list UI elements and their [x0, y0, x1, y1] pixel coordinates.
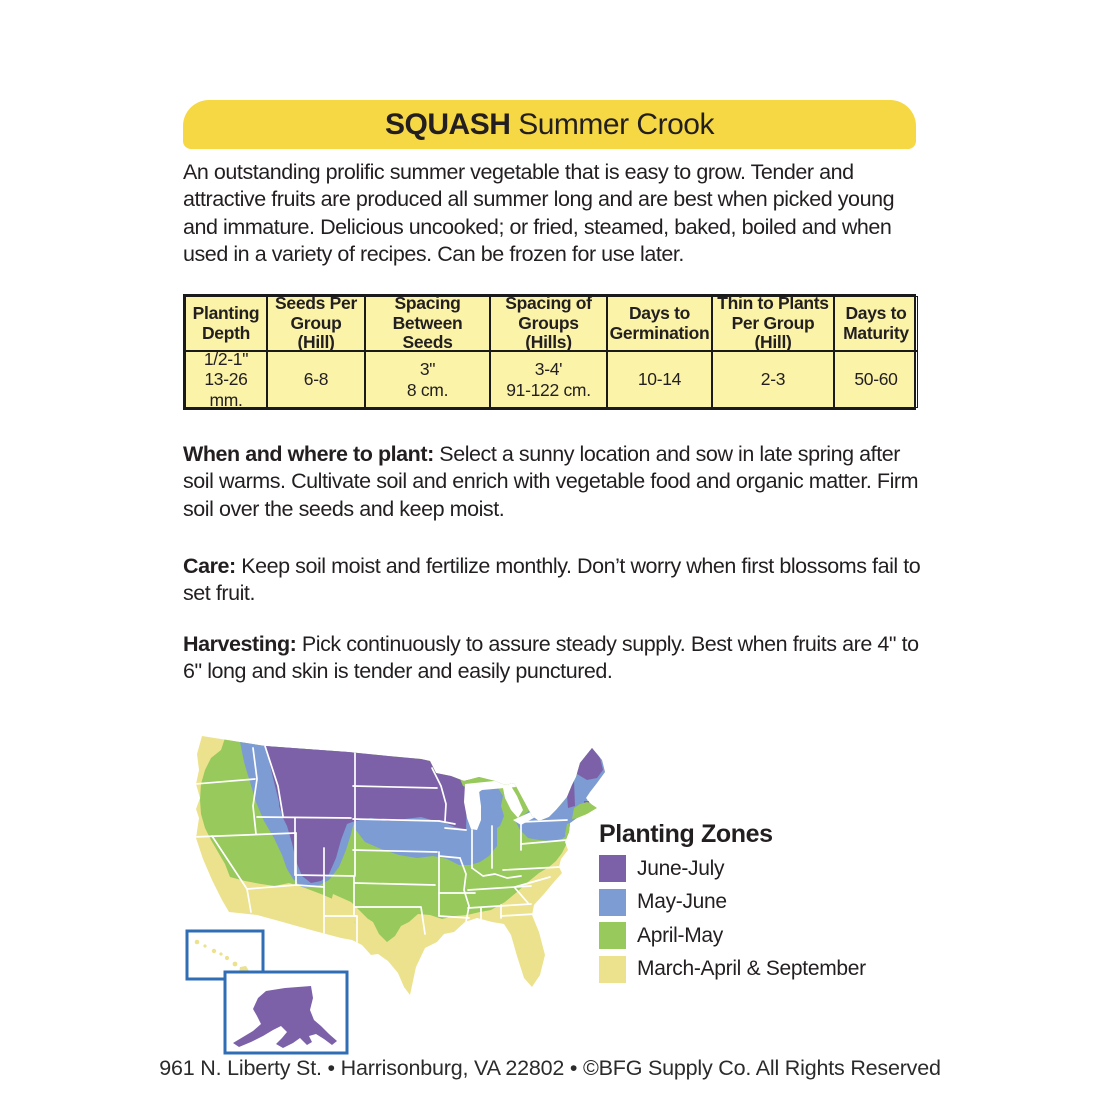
section-care-lead: Care:: [183, 554, 236, 578]
page-title-variety: SQUASH: [385, 107, 511, 141]
table-header-days-to-germination: Days to Germination: [607, 296, 712, 351]
title-bar: [183, 100, 916, 149]
table-header-seeds-per-group: Seeds Per Group (Hill): [267, 296, 365, 351]
table-value-spacing-between-seeds: 3" 8 cm.: [365, 351, 490, 408]
table-value-days-to-maturity: 50-60: [834, 351, 918, 408]
legend-title: Planting Zones: [599, 820, 773, 848]
table-value-seeds-per-group: 6-8: [267, 351, 365, 408]
legend-item-may-june: [599, 889, 899, 916]
legend-swatch-march-april-september: [599, 956, 626, 983]
table-header-spacing-between-seeds: Spacing Between Seeds: [365, 296, 490, 351]
section-when-and-where: [183, 441, 925, 523]
lake-ontario: [533, 795, 553, 810]
legend-label-may-june: May-June: [637, 890, 727, 913]
us-map-svg: [183, 726, 623, 1060]
table-value-days-to-germination: 10-14: [607, 351, 712, 408]
legend-swatch-may-june: [599, 889, 626, 916]
map-legend: [599, 820, 899, 989]
table-value-planting-depth: 1/2-1" 13-26 mm.: [185, 351, 267, 408]
legend-item-april-may: [599, 922, 899, 949]
section-harvesting-lead: Harvesting:: [183, 632, 297, 656]
legend-label-march-april-september: March-April & September: [637, 957, 866, 980]
zone-june-july-maine: [577, 744, 603, 780]
page-title-subtitle: Summer Crook: [510, 107, 714, 141]
table-value-spacing-of-groups: 3-4' 91-122 cm.: [490, 351, 607, 408]
table-header-days-to-maturity: Days to Maturity: [834, 296, 918, 351]
section-when-and-where-text: Select a sunny location and sow in late spring after soil warms. Cultivate soil and enrich with vegetable food and organic matter. Firm soil over the seeds and keep moist.: [183, 442, 919, 521]
table-header-thin-to-plants: Thin to Plants Per Group (Hill): [712, 296, 834, 351]
page-title: [385, 108, 714, 142]
legend-label-april-may: April-May: [637, 923, 723, 947]
legend-item-june-july: [599, 855, 899, 882]
table-header-spacing-of-groups: Spacing of Groups (Hills): [490, 296, 607, 351]
section-care-text: Keep soil moist and fertilize monthly. Don’t worry when first blossoms fail to set fruit.: [183, 554, 921, 606]
legend-swatch-april-may: [599, 922, 626, 949]
section-harvesting: [183, 631, 925, 686]
section-care: [183, 553, 925, 608]
legend-label-june-july: June-July: [637, 856, 725, 880]
table-header-planting-depth: Planting Depth: [185, 296, 267, 351]
planting-table: [183, 294, 916, 410]
section-when-and-where-lead: When and where to plant:: [183, 442, 434, 466]
description-text: An outstanding prolific summer vegetable that is easy to grow. Tender and attractive fruits are produced all summer long and are best when picked young and immature. Delicious uncooked; or fried, steamed, baked, boiled and when used in a variety of recipes. Can be frozen for use later.: [183, 160, 895, 266]
legend-swatch-june-july: [599, 855, 626, 882]
footer-address: 961 N. Liberty St. • Harrisonburg, VA 22802 • ©BFG Supply Co. All Rights Reserved: [159, 1056, 941, 1080]
section-harvesting-text: Pick continuously to assure steady supply. Best when fruits are 4" to 6" long and skin is tender and easily punctured.: [183, 632, 919, 684]
planting-zones-map: [183, 726, 623, 1060]
table-value-thin-to-plants: 2-3: [712, 351, 834, 408]
legend-item-march-april-september: [599, 956, 899, 983]
alaska-inset: [225, 972, 347, 1053]
